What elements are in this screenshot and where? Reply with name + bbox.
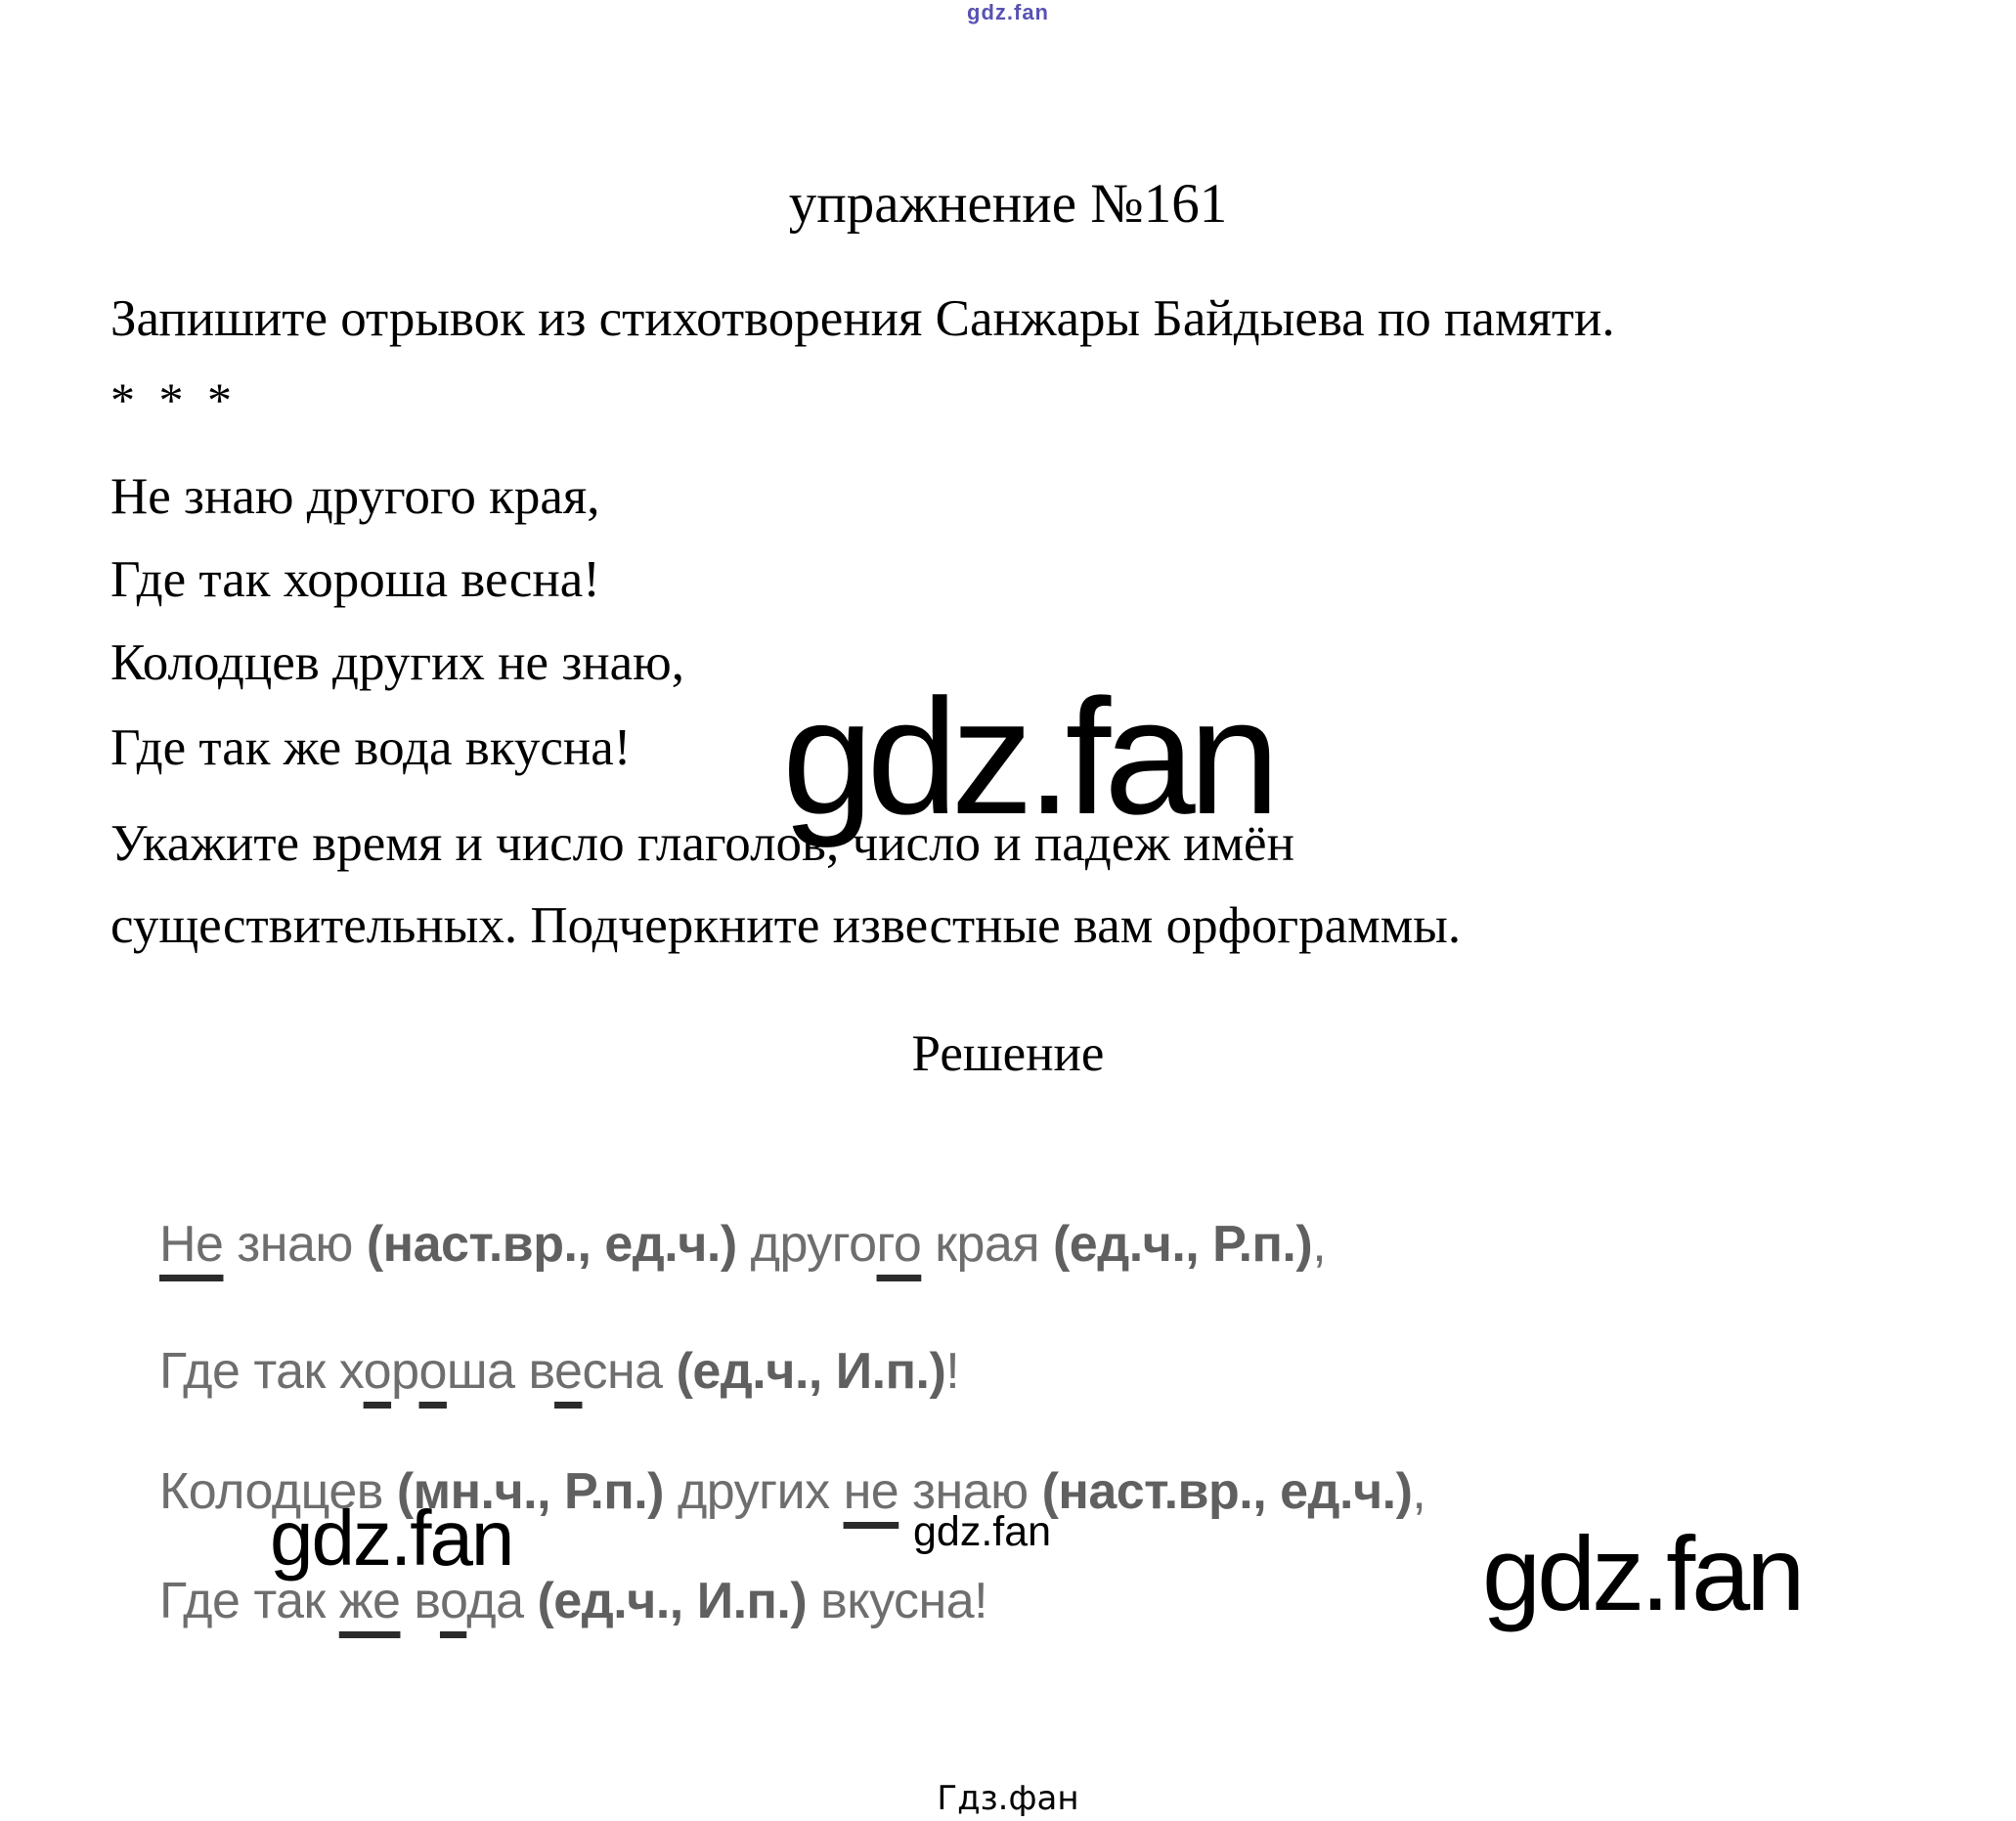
solution-line: Где так же вода (ед.ч., И.п.) вкусна!: [159, 1573, 988, 1629]
solution-line: Колодцев (мн.ч., Р.п.) других не знаю (наст.вр., ед.ч.),: [159, 1463, 1426, 1520]
exercise-title: упражнение №161: [788, 173, 1228, 235]
solution-line: Не знаю (наст.вр., ед.ч.) другого края (ед.ч., Р.п.),: [159, 1216, 1327, 1273]
poem-line: Не знаю другого края,: [110, 468, 600, 525]
solution-heading: Решение: [911, 1025, 1105, 1082]
poem-separator: * * *: [110, 372, 238, 427]
watermark-middle: gdz.fan: [782, 665, 1274, 848]
poem-line: Где так же вода вкусна!: [110, 719, 632, 776]
poem-line: Где так хороша весна!: [110, 551, 600, 608]
watermark-bottom-right: gdz.fan: [1482, 1514, 1802, 1632]
footer-site-name: Гдз.фан: [937, 1779, 1079, 1818]
watermark-bottom-center: gdz.fan: [913, 1508, 1052, 1555]
poem-line: Колодцев других не знаю,: [110, 634, 684, 691]
solution-line: Где так хороша весна (ед.ч., И.п.)!: [159, 1343, 960, 1400]
watermark-top: gdz.fan: [967, 0, 1049, 24]
task-instruction-line: Укажите время и число глаголов, число и падеж имён: [110, 815, 1294, 872]
watermark-bottom-left: gdz.fan: [270, 1495, 513, 1582]
task-intro: Запишите отрывок из стихотворения Санжары Байдыева по памяти.: [110, 290, 1615, 347]
task-instruction-line: существительных. Подчеркните известные вам орфограммы.: [110, 897, 1462, 954]
